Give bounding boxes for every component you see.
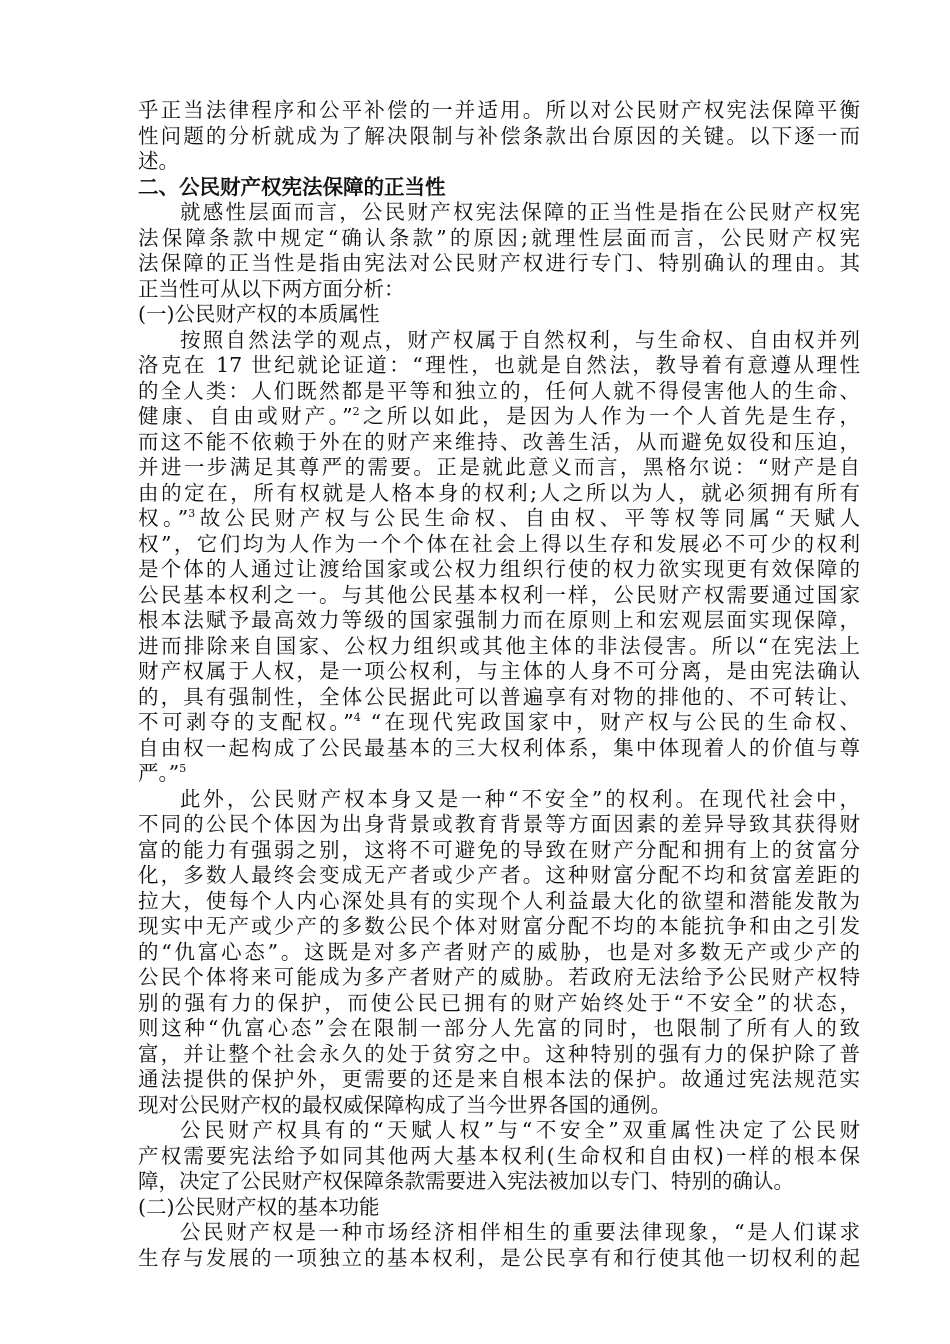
paragraph-2-line-8: 公民个体将来可能成为多产者财产的威胁。若政府无法给予公民财产权特: [138, 965, 860, 989]
paragraph-1-line-10: 是个体的人通过让渡给国家或公权力组织行使的权力欲实现更有效保障的: [138, 557, 860, 581]
paragraph-4-line-2: 生存与发展的一项独立的基本权利，是公民享有和行使其他一切权利的起: [138, 1245, 860, 1270]
paragraph-2-line-12: 通法提供的保护外，更需要的还是来自根本法的保护。故通过宪法规范实: [138, 1067, 860, 1091]
paragraph-1-line-16-b: “在现代宪政国家中，财产权与公民的生命权、: [360, 710, 860, 734]
paragraph-1-line-15: 的，具有强制性，全体公民据此可以普遍享有对物的排他的、不可转让、: [138, 684, 860, 709]
intro-line-3: 述。: [138, 149, 179, 173]
section-intro-line-1: 就感性层面而言，公民财产权宪法保障的正当性是指在公民财产权宪: [180, 200, 860, 224]
intro-line-2: 性问题的分析就成为了解决限制与补偿条款出台原因的关键。以下逐一而: [138, 123, 860, 148]
paragraph-1-line-3: 的全人类：人们既然都是平等和独立的，任何人就不得侵害他人的生命、: [138, 378, 860, 403]
document-page: [138, 98, 860, 1271]
paragraph-2-line-4: 化，多数人最终会变成无产者或少产者。这种财富分配不均和贫富差距的: [138, 863, 860, 887]
paragraph-1-line-18-a: 严。”: [138, 761, 180, 785]
subsection-2-heading: (二)公民财产权的基本功能: [138, 1194, 380, 1219]
footnote-ref-5: 5: [179, 762, 187, 775]
paragraph-1-line-4-a: 健康、自由或财产。”: [138, 404, 353, 428]
paragraph-3-line-2: 产权需要宪法给予如同其他两大基本权利(生命权和自由权)一样的根本保: [138, 1143, 860, 1168]
section-heading: 二、公民财产权宪法保障的正当性: [138, 174, 446, 199]
paragraph-2-line-1: 此外，公民财产权本身又是一种“不安全”的权利。在现代社会中，: [180, 786, 860, 811]
paragraph-1-line-7: 由的定在，所有权就是人格本身的权利;人之所以为人，就必须拥有所有: [138, 480, 860, 505]
paragraph-2-line-2: 不同的公民个体因为出身背景或教育背景等方面因素的差异导致其获得财: [138, 812, 860, 836]
paragraph-1-line-17: 自由权一起构成了公民最基本的三大权利体系，集中体现着人的价值与尊: [138, 735, 860, 760]
paragraph-2-line-10: 则这种“仇富心态”会在限制一部分人先富的同时，也限制了所有人的致: [138, 1016, 860, 1040]
footnote-ref-4: 4: [353, 711, 361, 724]
paragraph-1-line-11: 公民基本权利之一。与其他公民基本权利一样，公民财产权需要通过国家: [138, 582, 860, 607]
paragraph-1-line-12: 根本法赋予最高效力等级的国家强制力而在原则上和宏观层面实现保障，: [138, 608, 860, 632]
paragraph-1-line-8: [138, 506, 860, 532]
paragraph-2-line-3: 富的能力有强弱之别，这将不可避免的导致在财产分配和拥有上的贫富分: [138, 837, 860, 862]
paragraph-1-line-6: 并进一步满足其尊严的需要。正是就此意义而言，黑格尔说：“财产是自: [138, 455, 860, 479]
paragraph-2-line-9: 别的强有力的保护，而使公民已拥有的财产始终处于“不安全”的状态，: [138, 990, 860, 1015]
paragraph-1-line-1: 按照自然法学的观点，财产权属于自然权利，与生命权、自由权并列: [180, 327, 860, 352]
section-intro-line-3: 法保障的正当性是指由宪法对公民财产权进行专门、特别确认的理由。其: [138, 251, 860, 275]
paragraph-2-line-11: 富，并让整个社会永久的处于贫穷之中。这种特别的强有力的保护除了普: [138, 1041, 860, 1066]
paragraph-1-line-2: 洛克在 17 世纪就论证道：“理性，也就是自然法，教导着有意遵从理性: [138, 353, 860, 377]
paragraph-1-line-9: 权”，它们均为人作为一个个体在社会上得以生存和发展必不可少的权利: [138, 531, 860, 556]
paragraph-2-line-6: 现实中无产或少产的多数公民个体对财富分配不均的本能抗争和由之引发: [138, 914, 860, 938]
paragraph-1-line-4: [138, 404, 860, 430]
paragraph-1-line-5: 而这不能不依赖于外在的财产来维持、改善生活，从而避免奴役和压迫，: [138, 429, 860, 454]
paragraph-1-line-4-b: 之所以如此，是因为人作为一个人首先是生存，: [359, 404, 860, 428]
section-intro-line-4: 正当性可从以下两方面分析：: [138, 276, 405, 301]
paragraph-1-line-8-a: 权。”: [138, 506, 189, 530]
paragraph-1-line-14: 财产权属于人权，是一项公权利，与主体的人身不可分离，是由宪法确认: [138, 659, 860, 683]
paragraph-1-line-8-b: 故公民财产权与公民生命权、自由权、平等权等同属“天赋人: [195, 506, 860, 530]
paragraph-4-line-1: 公民财产权是一种市场经济相伴相生的重要法律现象，“是人们谋求: [180, 1220, 860, 1244]
paragraph-2-line-5: 拉大，使每个人内心深处具有的实现个人利益最大化的欲望和潜能发散为: [138, 888, 860, 913]
paragraph-1-line-16: [138, 710, 860, 736]
paragraph-2-line-13: 现对公民财产权的最权威保障构成了当今世界各国的通例。: [138, 1092, 671, 1117]
footnote-ref-2: 2: [352, 405, 360, 418]
intro-line-1: 乎正当法律程序和公平补偿的一并适用。所以对公民财产权宪法保障平衡: [138, 98, 860, 122]
subsection-1-heading: (一)公民财产权的本质属性: [138, 302, 380, 326]
paragraph-3-line-3: 障，决定了公民财产权保障条款需要进入宪法被加以专门、特别的确认。: [138, 1169, 794, 1193]
paragraph-2-line-7: 的“仇富心态”。这既是对多产者财产的威胁，也是对多数无产或少产的: [138, 939, 860, 964]
section-intro-line-2: 法保障条款中规定“确认条款”的原因;就理性层面而言，公民财产权宪: [138, 225, 860, 250]
paragraph-1-line-13: 进而排除来自国家、公权力组织或其他主体的非法侵害。所以“在宪法上: [138, 633, 860, 658]
paragraph-3-line-1: 公民财产权具有的“天赋人权”与“不安全”双重属性决定了公民财: [180, 1118, 860, 1142]
paragraph-1-line-16-a: 不可剥夺的支配权。”: [138, 710, 354, 734]
paragraph-1-line-18: [138, 761, 860, 787]
footnote-ref-3: 3: [188, 507, 196, 520]
